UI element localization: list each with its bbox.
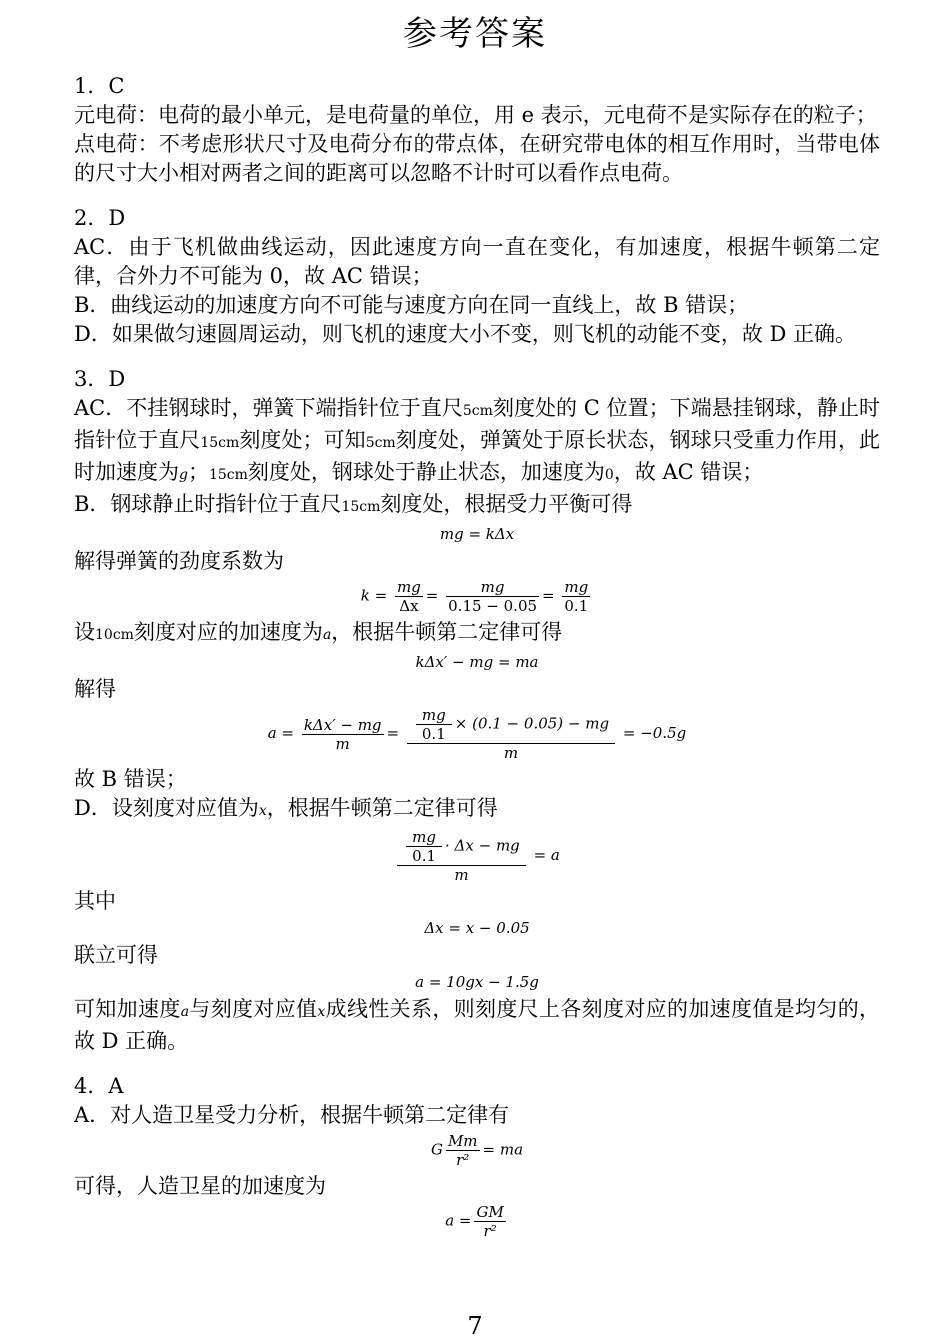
q2-heading: 2．D: [74, 206, 126, 230]
q3-d-conclusion: 可知加速度a与刻度对应值x成线性关系，则刻度尺上各刻度对应的加速度值是均匀的，故 D 正确。: [74, 997, 881, 1053]
q3-text-where: 其中: [74, 889, 116, 913]
q3-equation-1: mg = kΔx: [439, 525, 515, 543]
q3-equation-4: a = $\frac{\text{kΔx′ − mg}}{m}$ = $\frac{mg}{0.1}$ × (0.1 − 0.05) − mg m = −0.5g: [267, 706, 687, 762]
answer-content: [74, 72, 880, 1243]
q1-heading: 1．C: [74, 74, 125, 98]
q4-line-2: 可得，人造卫星的加速度为: [74, 1174, 326, 1198]
q2-line-3: D．如果做匀速圆周运动，则飞机的速度大小不变，则飞机的动能不变，故 D 正确。: [74, 322, 857, 346]
q3-text-solve: 解得: [74, 677, 116, 701]
q4-line-1: A．对人造卫星受力分析，根据牛顿第二定律有: [74, 1103, 510, 1127]
q3-equation-6: Δx = x − 0.05: [424, 919, 530, 937]
q2-line-2: B．曲线运动的加速度方向不可能与速度方向在同一直线上，故 B 错误；: [74, 293, 749, 317]
q3-equation-2: k = $\frac{mg}{\Delta x}$ = $\frac{mg}{0.15 - 0.05}$ = $\frac{mg}{0.1}$: [360, 578, 589, 615]
q3-heading: 3．D: [74, 367, 126, 391]
q3-text-combine: 联立可得: [74, 943, 158, 967]
page-number: 7: [467, 1312, 483, 1340]
page-title: 参考答案: [403, 14, 547, 54]
q3-d-line: D．设刻度对应值为x，根据牛顿第二定律可得: [74, 796, 498, 820]
q4-equation-2: a = $\frac{GM}{\text{r²}}$: [445, 1203, 504, 1240]
q1-line-2: 点电荷：不考虑形状尺寸及电荷分布的带点体，在研究带电体的相互作用时，当带电体的尺寸大小相对两者之间的距离可以忽略不计时可以看作点电荷。: [74, 132, 880, 185]
q3-text-assume: 设10cm刻度对应的加速度为a，根据牛顿第二定律可得: [74, 620, 563, 644]
q3-equation-3: kΔx′ − mg = ma: [415, 653, 539, 671]
q3-b-line: B．钢球静止时指针位于直尺15cm刻度处，根据受力平衡可得: [74, 492, 633, 516]
q3-equation-7: a = 10gx − 1.5g: [415, 973, 539, 991]
q4-heading: 4．A: [74, 1074, 124, 1098]
q3-text-stiffness: 解得弹簧的劲度系数为: [74, 549, 284, 573]
q4-equation-1: G $\frac{Mm}{\text{r²}}$ = ma: [430, 1132, 524, 1169]
q3-b-conclusion: 故 B 错误；: [74, 767, 187, 791]
q2-line-1: AC．由于飞机做曲线运动，因此速度方向一直在变化，有加速度，根据牛顿第二定律，合外力不可能为 0，故 AC 错误；: [74, 235, 880, 288]
q3-ac-paragraph: AC．不挂钢球时，弹簧下端指针位于直尺5cm刻度处的 C 位置；下端悬挂钢球，静止时指针位于直尺15cm刻度处；可知5cm刻度处，弹簧处于原长状态，钢球只受重力作用，此时加速度为g；15cm刻度处，钢球处于静止状态，加速度为0，故 AC 错误；: [74, 396, 881, 484]
q1-line-1: 元电荷：电荷的最小单元，是电荷量的单位，用 e 表示，元电荷不是实际存在的粒子；: [74, 103, 877, 127]
q3-equation-5: $\frac{mg}{0.1}$ · Δx − mg m = a: [74, 828, 880, 884]
